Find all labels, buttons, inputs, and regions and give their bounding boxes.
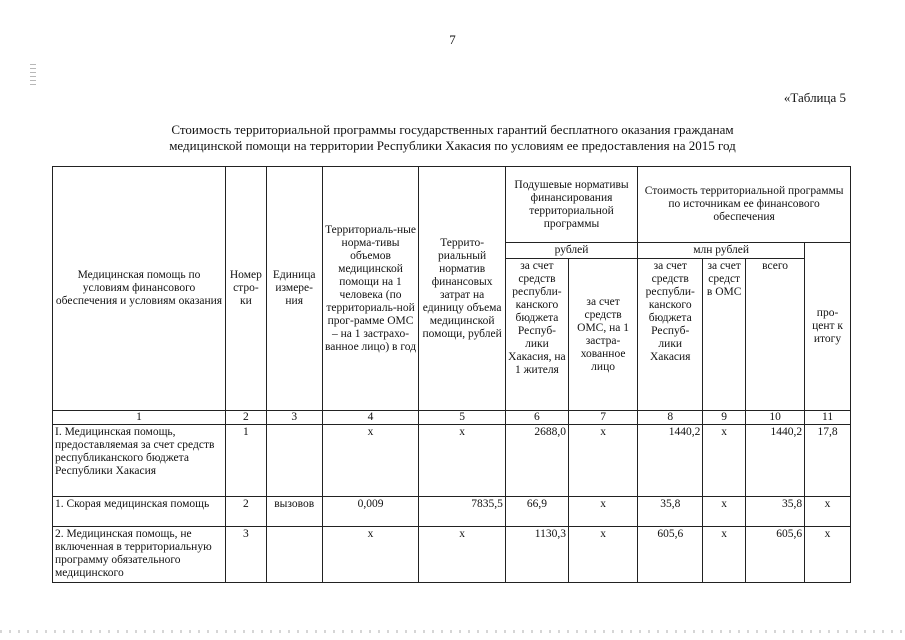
header-col-11: про-цент к итогу	[805, 243, 851, 411]
row-name: 1. Скорая медицинская помощь	[53, 497, 226, 527]
row-col-7: x	[568, 425, 637, 497]
row-col-8: 1440,2	[638, 425, 703, 497]
table-row	[53, 497, 851, 527]
table-title	[60, 122, 845, 154]
row-number: 3	[226, 527, 267, 583]
header-group-cost: Стоимость территориальной программы по источникам ее финансового обеспечения	[638, 167, 851, 243]
row-col-4: x	[322, 425, 419, 497]
header-unit-mln-rubles: млн рублей	[638, 243, 805, 259]
header-col-3: Единица измере-ния	[266, 167, 322, 411]
header-col-2: Номер стро-ки	[226, 167, 267, 411]
table-title-line-2: медицинской помощи на территории Республики Хакасия по условиям ее предоставления на 2015 год	[169, 138, 736, 153]
row-col-7: x	[568, 497, 637, 527]
row-col-11: 17,8	[805, 425, 851, 497]
row-number: 1	[226, 425, 267, 497]
index-cell: 3	[266, 411, 322, 425]
scan-margin-mark	[30, 64, 36, 86]
row-col-5: x	[419, 425, 506, 497]
table-row	[53, 425, 851, 497]
header-col-10: всего	[746, 259, 805, 411]
row-col-8: 35,8	[638, 497, 703, 527]
header-col-5: Террито-риальный норматив финансовых затрат на единицу объема медицинской помощи, рублей	[419, 167, 506, 411]
index-cell: 4	[322, 411, 419, 425]
row-col-11: x	[805, 497, 851, 527]
index-cell: 8	[638, 411, 703, 425]
index-cell: 2	[226, 411, 267, 425]
header-col-4: Территориаль-ные норма-тивы объемов медицинской помощи на 1 человека (по территориаль-ной прог-рамме ОМС – на 1 застрахо-ванное лицо) в год	[322, 167, 419, 411]
header-group-per-capita: Подушевые нормативы финансирования территориальной программы	[505, 167, 637, 243]
index-cell: 6	[505, 411, 568, 425]
row-col-7: x	[568, 527, 637, 583]
header-col-8: за счет средств республи-канского бюджета Респуб-лики Хакасия	[638, 259, 703, 411]
row-col-10: 1440,2	[746, 425, 805, 497]
table-row	[53, 527, 851, 583]
header-col-7: за счет средств ОМС, на 1 застра-хованное лицо	[568, 259, 637, 411]
row-name: I. Медицинская помощь, предоставляемая за счет средств республиканского бюджета Республики Хакасия	[53, 425, 226, 497]
row-name: 2. Медицинская помощь, не включенная в территориальную программу обязательного медицинского	[53, 527, 226, 583]
header-col-9: за счет средст в ОМС	[703, 259, 746, 411]
index-cell: 10	[746, 411, 805, 425]
header-col-6: за счет средств республи-канского бюджета Респуб-лики Хакасия, на 1 жителя	[505, 259, 568, 411]
index-cell: 1	[53, 411, 226, 425]
cost-table	[52, 166, 851, 583]
row-col-8: 605,6	[638, 527, 703, 583]
row-unit: вызовов	[266, 497, 322, 527]
row-number: 2	[226, 497, 267, 527]
row-col-9: x	[703, 425, 746, 497]
header-col-1: Медицинская помощь по условиям финансового обеспечения и условиям оказания	[53, 167, 226, 411]
index-cell: 7	[568, 411, 637, 425]
row-col-4: 0,009	[322, 497, 419, 527]
row-col-6: 66,9	[505, 497, 568, 527]
table-title-line-1: Стоимость территориальной программы государственных гарантий бесплатного оказания гражданам	[171, 122, 734, 137]
scan-noise-line	[0, 630, 905, 633]
row-unit	[266, 425, 322, 497]
row-col-6: 1130,3	[505, 527, 568, 583]
row-col-6: 2688,0	[505, 425, 568, 497]
header-row-1	[53, 167, 851, 243]
row-col-9: x	[703, 497, 746, 527]
row-col-11: x	[805, 527, 851, 583]
row-col-5: x	[419, 527, 506, 583]
row-col-9: x	[703, 527, 746, 583]
column-index-row	[53, 411, 851, 425]
table-label: «Таблица 5	[783, 90, 846, 105]
header-unit-rubles: рублей	[505, 243, 637, 259]
row-col-4: x	[322, 527, 419, 583]
page-number: 7	[449, 32, 456, 47]
row-col-10: 35,8	[746, 497, 805, 527]
index-cell: 5	[419, 411, 506, 425]
index-cell: 9	[703, 411, 746, 425]
row-unit	[266, 527, 322, 583]
index-cell: 11	[805, 411, 851, 425]
row-col-5: 7835,5	[419, 497, 506, 527]
row-col-10: 605,6	[746, 527, 805, 583]
